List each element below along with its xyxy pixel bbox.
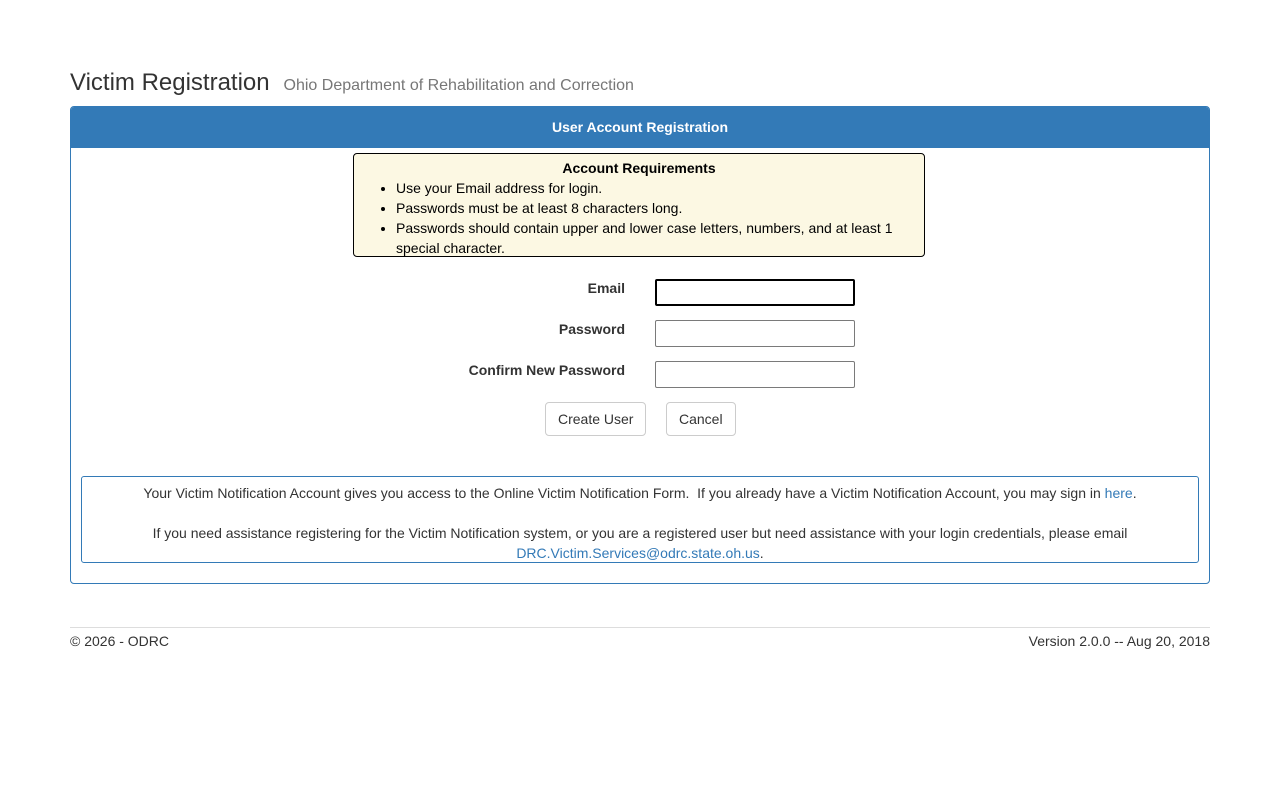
page-subtitle: Ohio Department of Rehabilitation and Correction [283, 77, 634, 94]
info-box [81, 476, 1199, 563]
requirement-item: • Use your Email address for login. [396, 178, 924, 198]
info-text-end: . [1132, 485, 1137, 501]
confirm-password-label: Confirm New Password [468, 362, 625, 378]
create-user-button[interactable]: Create User [545, 402, 646, 436]
requirements-list [354, 178, 924, 258]
sign-in-link[interactable]: here [1104, 485, 1133, 501]
confirm-password-field[interactable] [655, 361, 855, 388]
support-email-link[interactable]: DRC.Victim.Services@odrc.state.oh.us [516, 545, 760, 561]
page-header [70, 69, 634, 97]
info-text-end: . [759, 545, 764, 561]
password-label: Password [558, 321, 625, 337]
info-text: Your Victim Notification Account gives you access to the Online Victim Notification Form. If you already have a Victim Notification Account, you may sign in [143, 485, 1105, 501]
panel-heading: User Account Registration [71, 107, 1209, 148]
confirm-password-row [71, 361, 1209, 389]
requirements-title: Account Requirements [562, 160, 716, 176]
requirement-item: • Passwords should contain upper and lower case letters, numbers, and at least 1 special character. [396, 218, 924, 258]
info-spacer [82, 503, 1198, 523]
footer-copyright: © 2026 - ODRC [70, 633, 170, 649]
cancel-button[interactable]: Cancel [666, 402, 736, 436]
registration-panel [70, 106, 1210, 584]
account-requirements-box [353, 153, 925, 257]
footer-divider [70, 627, 1210, 628]
password-row [71, 320, 1209, 348]
password-field[interactable] [655, 320, 855, 347]
info-line-assistance [82, 523, 1198, 563]
requirement-item: • Passwords must be at least 8 characters long. [396, 198, 924, 218]
info-line-signin [82, 483, 1198, 503]
footer-version: Version 2.0.0 -- Aug 20, 2018 [1028, 633, 1210, 649]
email-label: Email [587, 280, 625, 296]
email-row [71, 279, 1209, 307]
email-field[interactable] [655, 279, 855, 306]
page-title: Victim Registration [70, 69, 270, 96]
info-text: If you need assistance registering for the Victim Notification system, or you are a registered user but need assistance with your login credentials, please email [152, 525, 1128, 541]
